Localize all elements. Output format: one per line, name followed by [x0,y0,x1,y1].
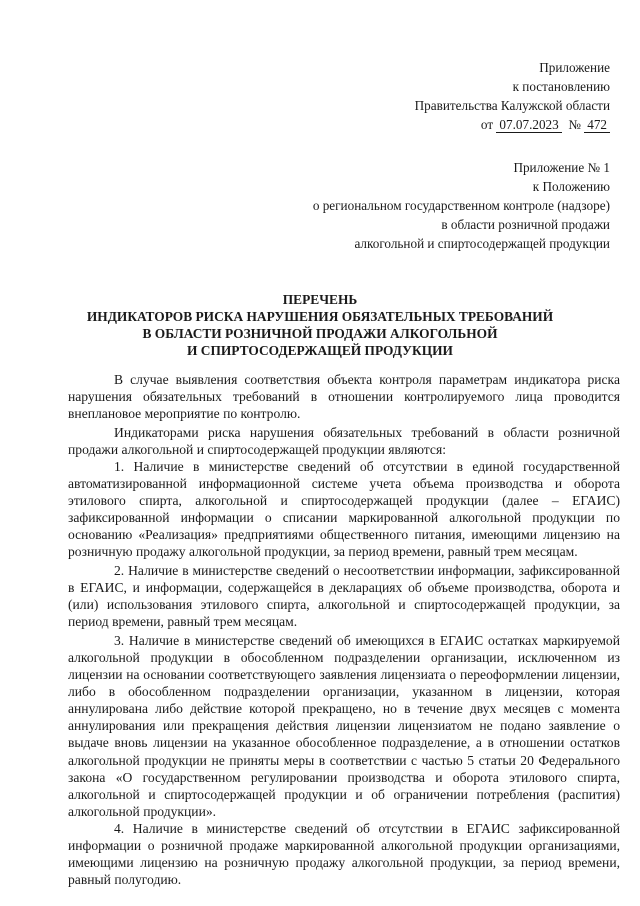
title-line: И СПИРТОСОДЕРЖАЩЕЙ ПРОДУКЦИИ [187,343,453,358]
document-body [68,371,620,888]
appendix-1-block [313,158,610,253]
resolution-date-number [415,115,610,134]
indicator-item-4: 4. Наличие в министерстве сведений об отсутствии в ЕГАИС зафиксированной информации о розничной продаже маркированной алкогольной продукции организациями, имеющими лицензию на розничную продажу алкогольной продукции, за период времени, равный полугодию. [68,820,620,888]
appendix-1-label: Приложение № 1 [513,160,610,175]
title-line: ИНДИКАТОРОВ РИСКА НАРУШЕНИЯ ОБЯЗАТЕЛЬНЫХ ТРЕБОВАНИЙ [86,309,554,324]
regulation-title-line1: о региональном государственном контроле (надзоре) [312,198,610,213]
appendix-header [415,58,610,134]
indicator-item-3: 3. Наличие в министерстве сведений об имеющихся в ЕГАИС остатках маркируемой алкогольной продукции в обособленном подразделении организации, исключенном из лицензии на основании соответствующего заявления лицензиата о переоформлении лицензии, либо в обособленном подразделении организации, указанном в лицензии, которая аннулирована либо действие которой прекращено, но в течение двух месяцев с момента аннулирования или прекращения действия лицензии лицензиатом не подано заявление о выдаче вновь лицензии на указанное обособленное подразделение, а в отношении остатков алкогольной продукции не приняты меры в соответствии с частью 5 статьи 20 Федерального закона «О государственном регулировании производства и оборота этилового спирта, алкогольной и спиртосодержащей продукции и об ограничении потребления (распития) алкогольной продукции». [68,632,620,819]
date-prefix: от [480,117,494,132]
resolution-date: 07.07.2023 [496,118,561,133]
to-resolution-label: к постановлению [512,79,610,94]
regulation-title-line3: алкогольной и спиртосодержащей продукции [354,236,610,251]
indicator-item-1: 1. Наличие в министерстве сведений об отсутствии в единой государственной автоматизированной информационной системе учета объема производства и оборота этилового спирта, алкогольной и спиртосодержащей продукции (далее – ЕГАИС) зафиксированной информации о списании маркированной алкогольной продукции по основанию «Реализация» предприятиями общественного питания, имеющими лицензию на розничную продажу алкогольной продукции, за период времени, равный трем месяцам. [68,458,620,560]
resolution-number: 472 [584,118,610,133]
regulation-title-line2: в области розничной продажи [441,217,610,232]
document-title [60,291,580,359]
indicators-lead-paragraph: Индикаторами риска нарушения обязательных требований в области розничной продажи алкогольной и спиртосодержащей продукции являются: [68,424,620,457]
appendix-label: Приложение [539,60,610,75]
title-line: В ОБЛАСТИ РОЗНИЧНОЙ ПРОДАЖИ АЛКОГОЛЬНОЙ [142,326,498,341]
intro-paragraph: В случае выявления соответствия объекта контроля параметрам индикатора риска нарушения обязательных требований в отношении контролируемого лица проводится внеплановое мероприятие по контролю. [68,372,620,422]
government-label: Правительства Калужской области [414,98,610,113]
to-regulation-label: к Положению [532,179,610,194]
title-line: ПЕРЕЧЕНЬ [282,292,358,307]
number-prefix: № [568,117,581,132]
indicator-item-2: 2. Наличие в министерстве сведений о несоответствии информации, зафиксированной в ЕГАИС, и информации, содержащейся в декларациях об объеме производства, оборота и (или) использования этилового спирта, алкогольной и спиртосодержащей продукции, за период времени, равный трем месяцам. [68,563,620,630]
